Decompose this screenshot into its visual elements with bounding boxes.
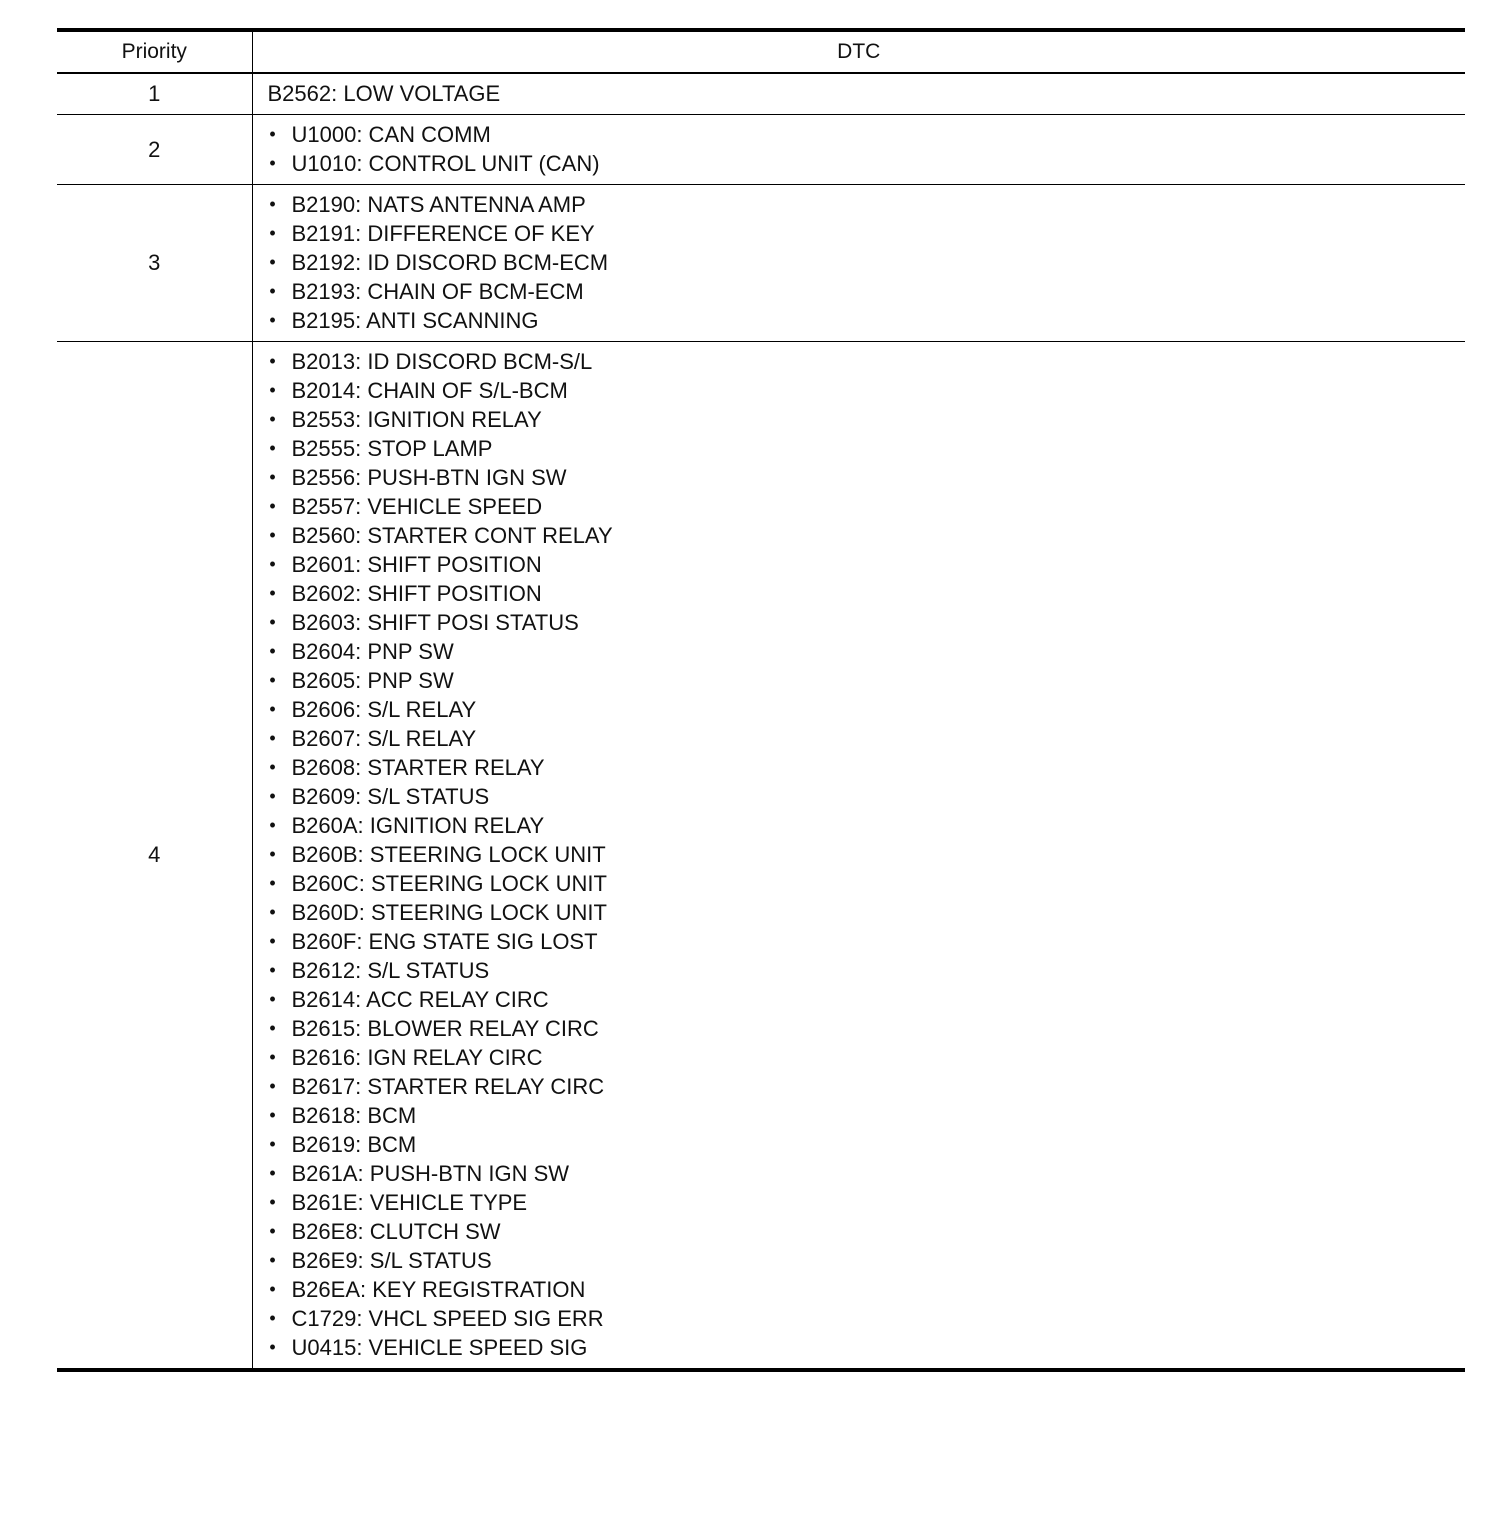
bullet-icon: • bbox=[269, 815, 276, 835]
bullet-icon: • bbox=[269, 496, 276, 516]
bullet-icon: • bbox=[269, 281, 276, 301]
bullet-icon: • bbox=[269, 1076, 276, 1096]
bullet-icon: • bbox=[269, 1105, 276, 1125]
dtc-code-text: B260F: ENG STATE SIG LOST bbox=[291, 929, 598, 954]
dtc-code-text: B2014: CHAIN OF S/L-BCM bbox=[291, 378, 568, 403]
list-item bbox=[268, 405, 1466, 434]
dtc-code-text: B2601: SHIFT POSITION bbox=[291, 552, 542, 577]
dtc-code-text: B2614: ACC RELAY CIRC bbox=[291, 987, 549, 1012]
dtc-code-text: B2619: BCM bbox=[291, 1132, 417, 1157]
bullet-icon: • bbox=[269, 641, 276, 661]
bullet-icon: • bbox=[269, 380, 276, 400]
dtc-code-text: B260A: IGNITION RELAY bbox=[291, 813, 545, 838]
bullet-icon: • bbox=[269, 786, 276, 806]
dtc-code-text: B26EA: KEY REGISTRATION bbox=[291, 1277, 586, 1302]
bullet-icon: • bbox=[269, 153, 276, 173]
bullet-icon: • bbox=[269, 583, 276, 603]
bullet-icon: • bbox=[269, 1279, 276, 1299]
list-item bbox=[268, 579, 1466, 608]
list-item bbox=[268, 1130, 1466, 1159]
list-item bbox=[268, 1275, 1466, 1304]
dtc-code-text: B2616: IGN RELAY CIRC bbox=[291, 1045, 543, 1070]
dtc-code-text: B2195: ANTI SCANNING bbox=[291, 308, 539, 333]
dtc-code-text: B260C: STEERING LOCK UNIT bbox=[291, 871, 607, 896]
list-item bbox=[268, 811, 1466, 840]
dtc-code-text: B2617: STARTER RELAY CIRC bbox=[291, 1074, 605, 1099]
list-item bbox=[268, 1014, 1466, 1043]
list-item bbox=[268, 1217, 1466, 1246]
dtc-code-text: U1000: CAN COMM bbox=[291, 122, 491, 147]
bullet-icon: • bbox=[269, 1134, 276, 1154]
dtc-code-text: B261A: PUSH-BTN IGN SW bbox=[291, 1161, 570, 1186]
dtc-code-text: B2553: IGNITION RELAY bbox=[291, 407, 542, 432]
bullet-icon: • bbox=[269, 1163, 276, 1183]
bullet-icon: • bbox=[269, 844, 276, 864]
list-item bbox=[268, 120, 1466, 149]
bullet-icon: • bbox=[269, 124, 276, 144]
bullet-icon: • bbox=[269, 612, 276, 632]
dtc-code-text: B2560: STARTER CONT RELAY bbox=[291, 523, 613, 548]
list-item bbox=[268, 1043, 1466, 1072]
dtc-code-text: B260B: STEERING LOCK UNIT bbox=[291, 842, 606, 867]
bullet-icon: • bbox=[269, 1192, 276, 1212]
list-item bbox=[268, 1188, 1466, 1217]
table-row bbox=[57, 73, 1465, 115]
bullet-icon: • bbox=[269, 409, 276, 429]
bullet-icon: • bbox=[269, 223, 276, 243]
dtc-code-text: B260D: STEERING LOCK UNIT bbox=[291, 900, 607, 925]
bullet-icon: • bbox=[269, 525, 276, 545]
dtc-code-text: B2190: NATS ANTENNA AMP bbox=[291, 192, 586, 217]
dtc-code-text: B2618: BCM bbox=[291, 1103, 417, 1128]
bullet-icon: • bbox=[269, 1250, 276, 1270]
bullet-icon: • bbox=[269, 989, 276, 1009]
bullet-icon: • bbox=[269, 554, 276, 574]
list-item bbox=[268, 927, 1466, 956]
dtc-code-text: B26E8: CLUTCH SW bbox=[291, 1219, 501, 1244]
list-item bbox=[268, 985, 1466, 1014]
list-item bbox=[268, 1246, 1466, 1275]
dtc-code-text: U0415: VEHICLE SPEED SIG bbox=[291, 1335, 588, 1360]
bullet-icon: • bbox=[269, 438, 276, 458]
dtc-list bbox=[268, 190, 1466, 335]
list-item bbox=[268, 1304, 1466, 1333]
list-item bbox=[268, 521, 1466, 550]
bullet-icon: • bbox=[269, 728, 276, 748]
dtc-cell bbox=[252, 73, 1465, 115]
dtc-code-text: B2555: STOP LAMP bbox=[291, 436, 493, 461]
dtc-list bbox=[268, 120, 1466, 178]
list-item bbox=[268, 190, 1466, 219]
list-item bbox=[268, 840, 1466, 869]
dtc-priority-table bbox=[57, 28, 1465, 1372]
dtc-code-text: B2556: PUSH-BTN IGN SW bbox=[291, 465, 567, 490]
bullet-icon: • bbox=[269, 699, 276, 719]
list-item bbox=[268, 219, 1466, 248]
dtc-code-text: B2603: SHIFT POSI STATUS bbox=[291, 610, 579, 635]
dtc-code-text: B2562: LOW VOLTAGE bbox=[267, 81, 501, 106]
list-item bbox=[268, 306, 1466, 335]
list-item bbox=[268, 666, 1466, 695]
table-row bbox=[57, 342, 1465, 1371]
bullet-icon: • bbox=[269, 1337, 276, 1357]
dtc-cell bbox=[252, 115, 1465, 185]
list-item bbox=[268, 695, 1466, 724]
priority-cell: 4 bbox=[57, 342, 252, 1371]
bullet-icon: • bbox=[269, 467, 276, 487]
dtc-code-text: B2607: S/L RELAY bbox=[291, 726, 477, 751]
bullet-icon: • bbox=[269, 310, 276, 330]
list-item bbox=[268, 376, 1466, 405]
document-page bbox=[57, 28, 1465, 1372]
list-item bbox=[268, 550, 1466, 579]
dtc-code-text: B2606: S/L RELAY bbox=[291, 697, 477, 722]
bullet-icon: • bbox=[269, 1047, 276, 1067]
table-body bbox=[57, 73, 1465, 1370]
list-item bbox=[268, 637, 1466, 666]
dtc-code-text: B2604: PNP SW bbox=[291, 639, 454, 664]
priority-cell: 2 bbox=[57, 115, 252, 185]
dtc-cell bbox=[252, 342, 1465, 1371]
list-item bbox=[268, 492, 1466, 521]
dtc-code-text: C1729: VHCL SPEED SIG ERR bbox=[291, 1306, 604, 1331]
list-item bbox=[268, 463, 1466, 492]
dtc-code-text: B2192: ID DISCORD BCM-ECM bbox=[291, 250, 609, 275]
list-item bbox=[268, 753, 1466, 782]
table-row bbox=[57, 185, 1465, 342]
bullet-icon: • bbox=[269, 960, 276, 980]
list-item bbox=[268, 1101, 1466, 1130]
dtc-code-text: B2602: SHIFT POSITION bbox=[291, 581, 542, 606]
dtc-column-header: DTC bbox=[252, 30, 1465, 73]
list-item bbox=[268, 1159, 1466, 1188]
bullet-icon: • bbox=[269, 931, 276, 951]
priority-column-header: Priority bbox=[57, 30, 252, 73]
dtc-code-text: B26E9: S/L STATUS bbox=[291, 1248, 492, 1273]
dtc-code-text: B2608: STARTER RELAY bbox=[291, 755, 545, 780]
table-header-row bbox=[57, 30, 1465, 73]
bullet-icon: • bbox=[269, 757, 276, 777]
dtc-list bbox=[268, 347, 1466, 1362]
bullet-icon: • bbox=[269, 1308, 276, 1328]
list-item bbox=[268, 956, 1466, 985]
dtc-code-text: U1010: CONTROL UNIT (CAN) bbox=[291, 151, 600, 176]
table-row bbox=[57, 115, 1465, 185]
bullet-icon: • bbox=[269, 1018, 276, 1038]
bullet-icon: • bbox=[269, 902, 276, 922]
list-item bbox=[268, 248, 1466, 277]
dtc-code-text: B261E: VEHICLE TYPE bbox=[291, 1190, 528, 1215]
list-item bbox=[268, 898, 1466, 927]
list-item bbox=[268, 608, 1466, 637]
bullet-icon: • bbox=[269, 1221, 276, 1241]
dtc-code-text: B2612: S/L STATUS bbox=[291, 958, 490, 983]
dtc-code-text: B2557: VEHICLE SPEED bbox=[291, 494, 543, 519]
dtc-code-text: B2191: DIFFERENCE OF KEY bbox=[291, 221, 595, 246]
list-item bbox=[268, 724, 1466, 753]
bullet-icon: • bbox=[269, 873, 276, 893]
bullet-icon: • bbox=[269, 670, 276, 690]
dtc-code-text: B2609: S/L STATUS bbox=[291, 784, 490, 809]
list-item bbox=[268, 347, 1466, 376]
dtc-code-text: B2615: BLOWER RELAY CIRC bbox=[291, 1016, 599, 1041]
dtc-code-text: B2013: ID DISCORD BCM-S/L bbox=[291, 349, 593, 374]
list-item bbox=[268, 149, 1466, 178]
priority-cell: 1 bbox=[57, 73, 252, 115]
dtc-code-text: B2193: CHAIN OF BCM-ECM bbox=[291, 279, 584, 304]
priority-cell: 3 bbox=[57, 185, 252, 342]
bullet-icon: • bbox=[269, 194, 276, 214]
list-item bbox=[268, 869, 1466, 898]
list-item bbox=[268, 277, 1466, 306]
dtc-code-text: B2605: PNP SW bbox=[291, 668, 454, 693]
bullet-icon: • bbox=[269, 252, 276, 272]
bullet-icon: • bbox=[269, 351, 276, 371]
list-item bbox=[268, 782, 1466, 811]
list-item bbox=[268, 434, 1466, 463]
list-item bbox=[268, 1333, 1466, 1362]
dtc-cell bbox=[252, 185, 1465, 342]
list-item bbox=[268, 1072, 1466, 1101]
